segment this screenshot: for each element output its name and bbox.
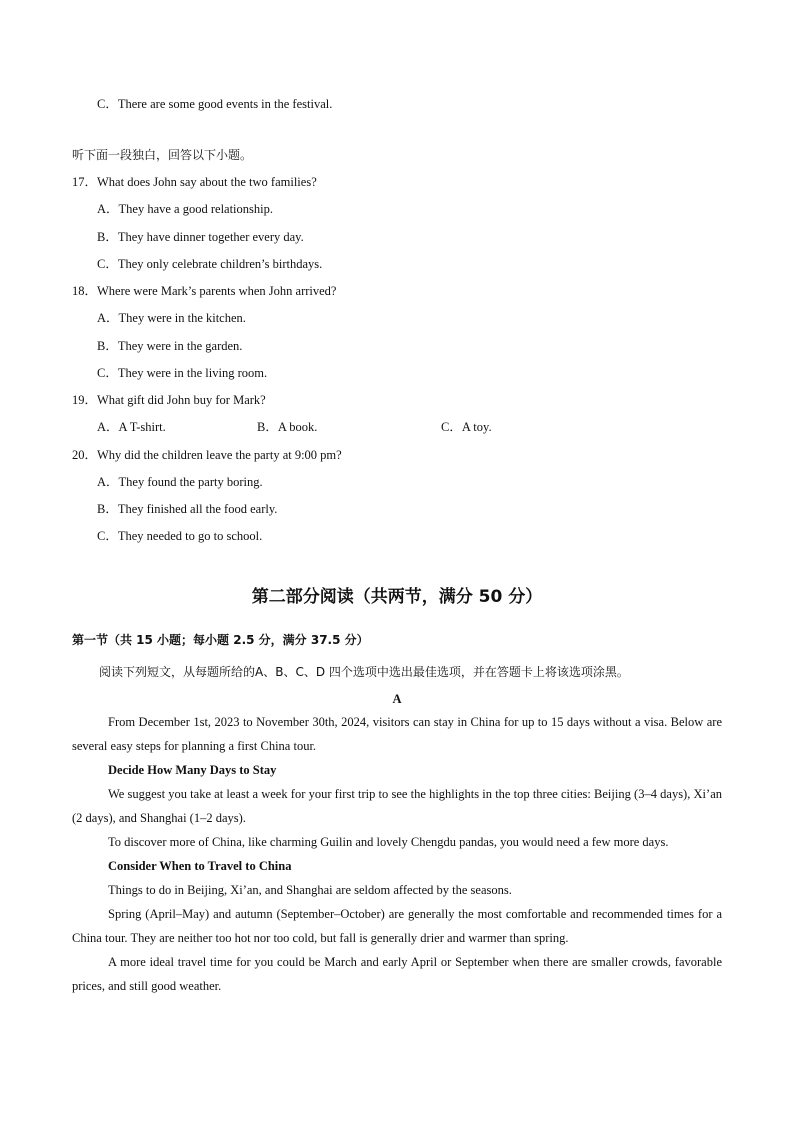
question-19-option-a: A．A T-shirt.	[97, 420, 166, 434]
question-18-option-b: B．They were in the garden.	[97, 339, 243, 353]
question-20-option-c: C．They needed to go to school.	[97, 529, 263, 543]
question-17-option-b: B．They have dinner together every day.	[97, 230, 304, 244]
question-17-stem: 17．What does John say about the two families?	[72, 175, 317, 189]
passage-p5: A more ideal travel time for you could be March and early April or September when there are smaller crowds, favorable prices, and still good weather.	[72, 955, 722, 993]
passage-p1: We suggest you take at least a week for your first trip to see the highlights in the top three cities: Beijing (3–4 days), Xi’an (2 days), and Shanghai (1–2 days).	[72, 787, 722, 825]
q16-option-c: C．There are some good events in the festival.	[97, 97, 333, 111]
section1-title: 第一节（共 15 小题；每小题 2.5 分，满分 37.5 分）	[72, 633, 369, 647]
reading-instruction: 阅读下列短文，从每题所给的A、B、C、D 四个选项中选出最佳选项，并在答题卡上将该选项涂黑。	[99, 665, 629, 679]
passage-label: A	[392, 692, 402, 706]
question-17-option-c: C．They only celebrate children’s birthdays.	[97, 257, 323, 271]
question-20-option-a: A．They found the party boring.	[97, 475, 263, 489]
question-18-option-c: C．They were in the living room.	[97, 366, 268, 380]
question-19-option-b: B．A book.	[257, 420, 318, 434]
passage-p2: To discover more of China, like charming Guilin and lovely Chengdu pandas, you would need a few more days.	[108, 835, 669, 849]
question-18-stem: 18．Where were Mark’s parents when John arrived?	[72, 284, 337, 298]
heading-when-to-travel: Consider When to Travel to China	[108, 859, 292, 873]
question-18-option-a: A．They were in the kitchen.	[97, 311, 246, 325]
passage-intro: From December 1st, 2023 to November 30th, 2024, visitors can stay in China for up to 15 days without a visa. Below are several easy steps for planning a first China tour.	[72, 715, 722, 753]
question-20-option-b: B．They finished all the food early.	[97, 502, 278, 516]
question-17-option-a: A．They have a good relationship.	[97, 202, 273, 216]
heading-days-to-stay: Decide How Many Days to Stay	[108, 763, 277, 777]
listening-instruction: 听下面一段独白，回答以下小题。	[72, 148, 253, 162]
question-19-option-c: C．A toy.	[441, 420, 492, 434]
passage-p3: Things to do in Beijing, Xi’an, and Shanghai are seldom affected by the seasons.	[108, 883, 512, 897]
question-19-stem: 19．What gift did John buy for Mark?	[72, 393, 266, 407]
passage-body	[72, 710, 722, 998]
passage-p4: Spring (April–May) and autumn (September–October) are generally the most comfortable and recommended times for a China tour. They are neither too hot nor too cold, but fall is generally drier and warmer than spring.	[72, 907, 722, 945]
part2-title: 第二部分阅读（共两节，满分 50 分）	[251, 587, 543, 607]
question-20-stem: 20．Why did the children leave the party at 9:00 pm?	[72, 448, 342, 462]
